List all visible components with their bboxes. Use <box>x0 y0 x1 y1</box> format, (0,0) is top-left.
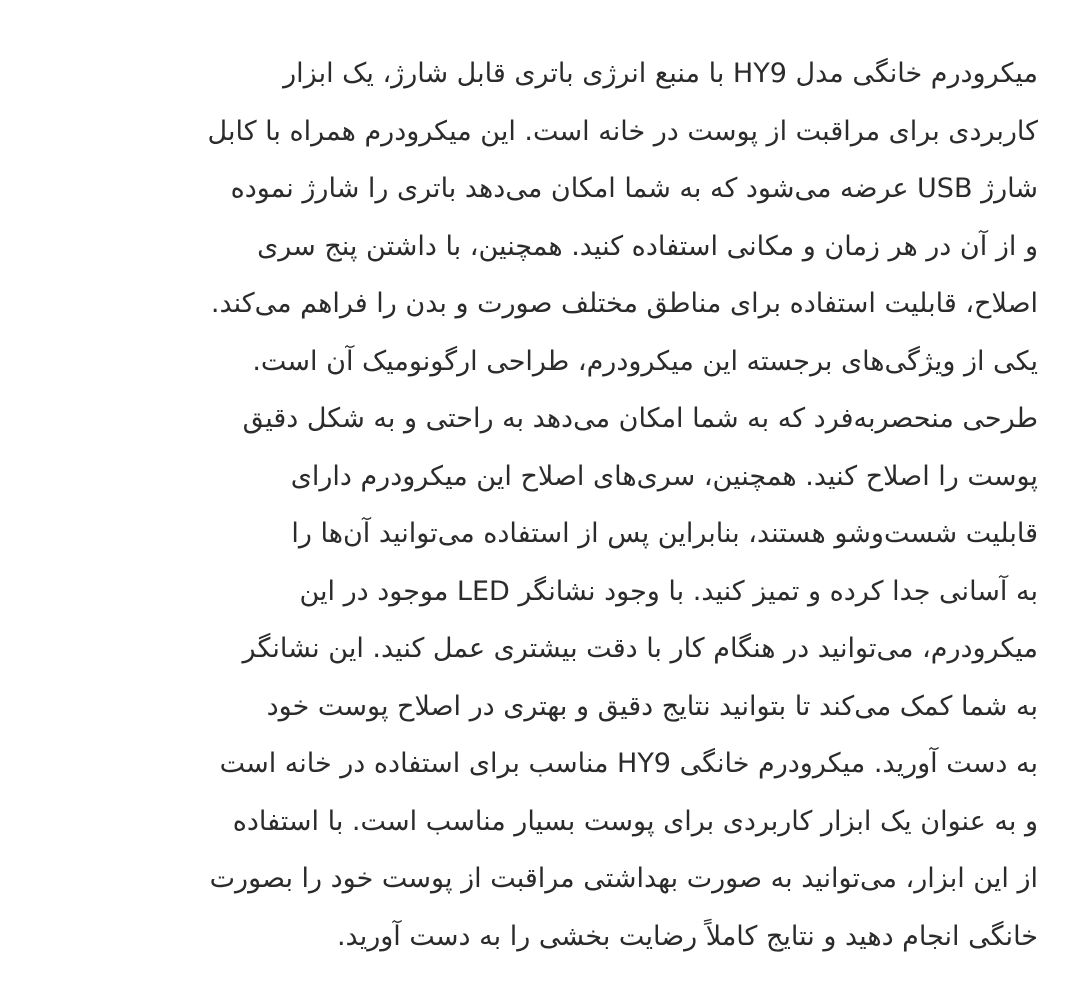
paragraph-line: کاربردی برای مراقبت از پوست در خانه است. این میکرودرم همراه با کابل <box>207 115 1038 147</box>
paragraph-line: و به عنوان یک ابزار کاربردی برای پوست بسیار مناسب است. با استفاده <box>232 805 1038 837</box>
paragraph-line: خانگی انجام دهید و نتایج کاملاً رضایت بخشی را به دست آورید. <box>336 920 1038 952</box>
paragraph-line: از این ابزار، می‌توانید به صورت بهداشتی مراقبت از پوست خود را بصورت <box>209 863 1038 894</box>
paragraph-line: یکی از ویژگی‌های برجسته این میکرودرم، طراحی ارگونومیک آن است. <box>252 345 1038 377</box>
paragraph-line: میکرودرم، می‌توانید در هنگام کار با دقت بیشتری عمل کنید. این نشانگر <box>242 633 1038 664</box>
paragraph-line: میکرودرم خانگی مدل HY9 با منبع انرژی باتری قابل شارژ، یک ابزار <box>283 58 1038 89</box>
paragraph-line: و از آن در هر زمان و مکانی استفاده کنید. همچنین، با داشتن پنج سری <box>257 230 1038 262</box>
paragraph-line: پوست را اصلاح کنید. همچنین، سری‌های اصلاح این میکرودرم دارای <box>290 460 1038 492</box>
paragraph-line: به آسانی جدا کرده و تمیز کنید. با وجود نشانگر LED موجود در این <box>299 575 1038 607</box>
paragraph-line: طرحی منحصربه‌فرد که به شما امکان می‌دهد به راحتی و به شکل دقیق <box>242 403 1038 434</box>
paragraph-line: قابلیت شست‌وشو هستند، بنابراین پس از استفاده می‌توانید آن‌ها را <box>291 518 1038 549</box>
product-description <box>40 45 1038 965</box>
paragraph-line: اصلاح، قابلیت استفاده برای مناطق مختلف صورت و بدن را فراهم می‌کند. <box>210 288 1038 319</box>
paragraph-line: به شما کمک می‌کند تا بتوانید نتایج دقیق و بهتری در اصلاح پوست خود <box>266 690 1038 722</box>
paragraph-line: به دست آورید. میکرودرم خانگی HY9 مناسب برای استفاده در خانه است <box>219 748 1038 779</box>
paragraph-line: شارژ USB عرضه می‌شود که به شما امکان می‌دهد باتری را شارژ نموده <box>230 173 1038 204</box>
